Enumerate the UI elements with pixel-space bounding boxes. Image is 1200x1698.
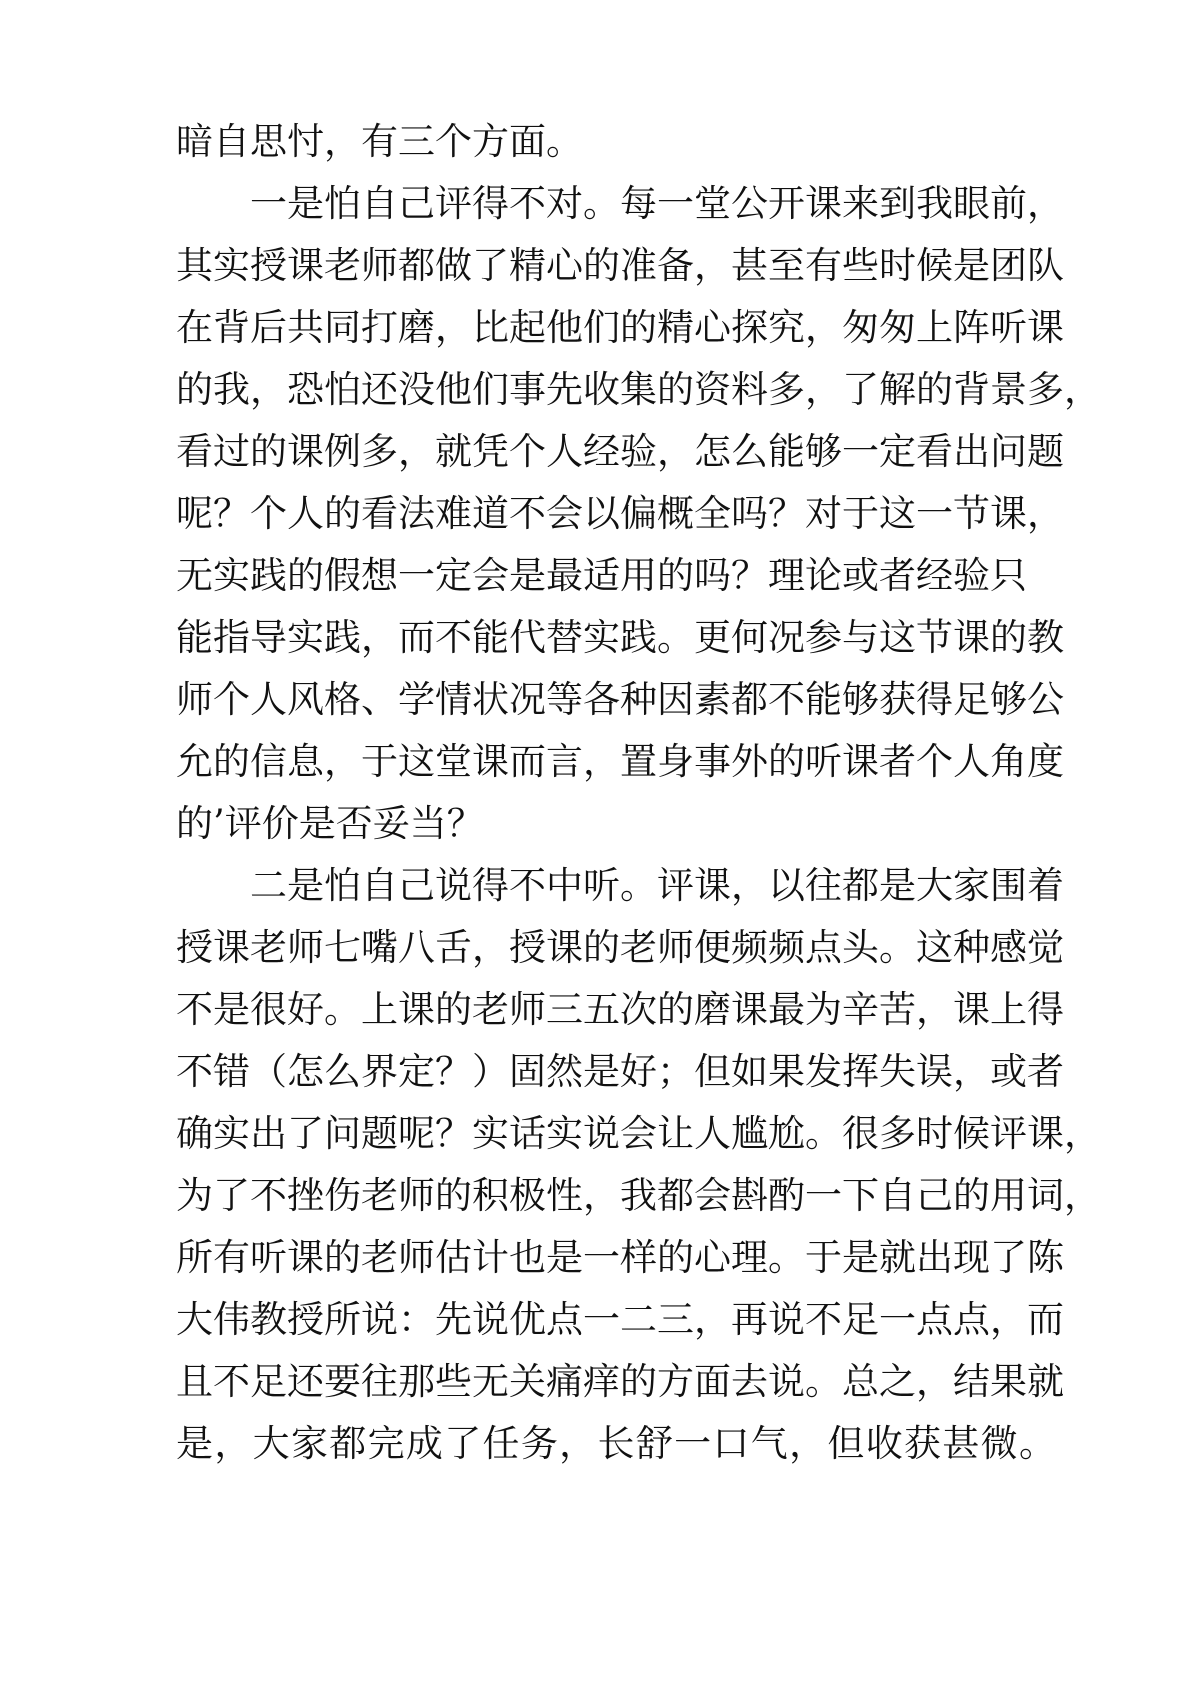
text-line: 允的信息，于这堂课而言，置身事外的听课者个人角度 [176,740,1064,783]
text-line: 不是很好。上课的老师三五次的磨课最为辛苦，课上得 [176,988,1064,1031]
text-line: 呢？个人的看法难道不会以偏概全吗？对于这一节课， [176,492,1064,535]
text-line: 的我，恐怕还没他们事先收集的资料多，了解的背景多， [176,368,1101,411]
text-line: 其实授课老师都做了精心的准备，甚至有些时候是团队 [176,244,1064,287]
text-line: 为了不挫伤老师的积极性，我都会斟酌一下自己的用词， [176,1174,1101,1217]
paragraph-first-line: 一是怕自己评得不对。每一堂公开课来到我眼前， [250,182,1064,225]
text-line: 能指导实践，而不能代替实践。更何况参与这节课的教 [176,616,1064,659]
text-line: 是，大家都完成了任务，长舒一口气，但收获甚微。 [176,1422,1056,1465]
text-line: 授课老师七嘴八舌，授课的老师便频频点头。这种感觉 [176,926,1064,969]
text-line: 看过的课例多，就凭个人经验，怎么能够一定看出问题 [176,430,1064,473]
text-line: 的’评价是否妥当？ [176,802,484,845]
text-line: 在背后共同打磨，比起他们的精心探究，匆匆上阵听课 [176,306,1064,349]
text-line: 所有听课的老师估计也是一样的心理。于是就出现了陈 [176,1236,1064,1279]
text-line: 不错（怎么界定？）固然是好；但如果发挥失误，或者 [176,1050,1064,1093]
text-line: 确实出了问题呢？实话实说会让人尴尬。很多时候评课， [176,1112,1101,1155]
paragraph-first-line: 二是怕自己说得不中听。评课，以往都是大家围着 [250,864,1064,907]
text-line: 大伟教授所说：先说优点一二三，再说不足一点点，而 [176,1298,1064,1341]
text-line: 无实践的假想一定会是最适用的吗？理论或者经验只 [176,554,1027,597]
text-line: 暗自思忖，有三个方面。 [176,120,583,163]
text-line: 师个人风格、学情状况等各种因素都不能够获得足够公 [176,678,1064,721]
text-line: 且不足还要往那些无关痛痒的方面去说。总之，结果就 [176,1360,1064,1403]
